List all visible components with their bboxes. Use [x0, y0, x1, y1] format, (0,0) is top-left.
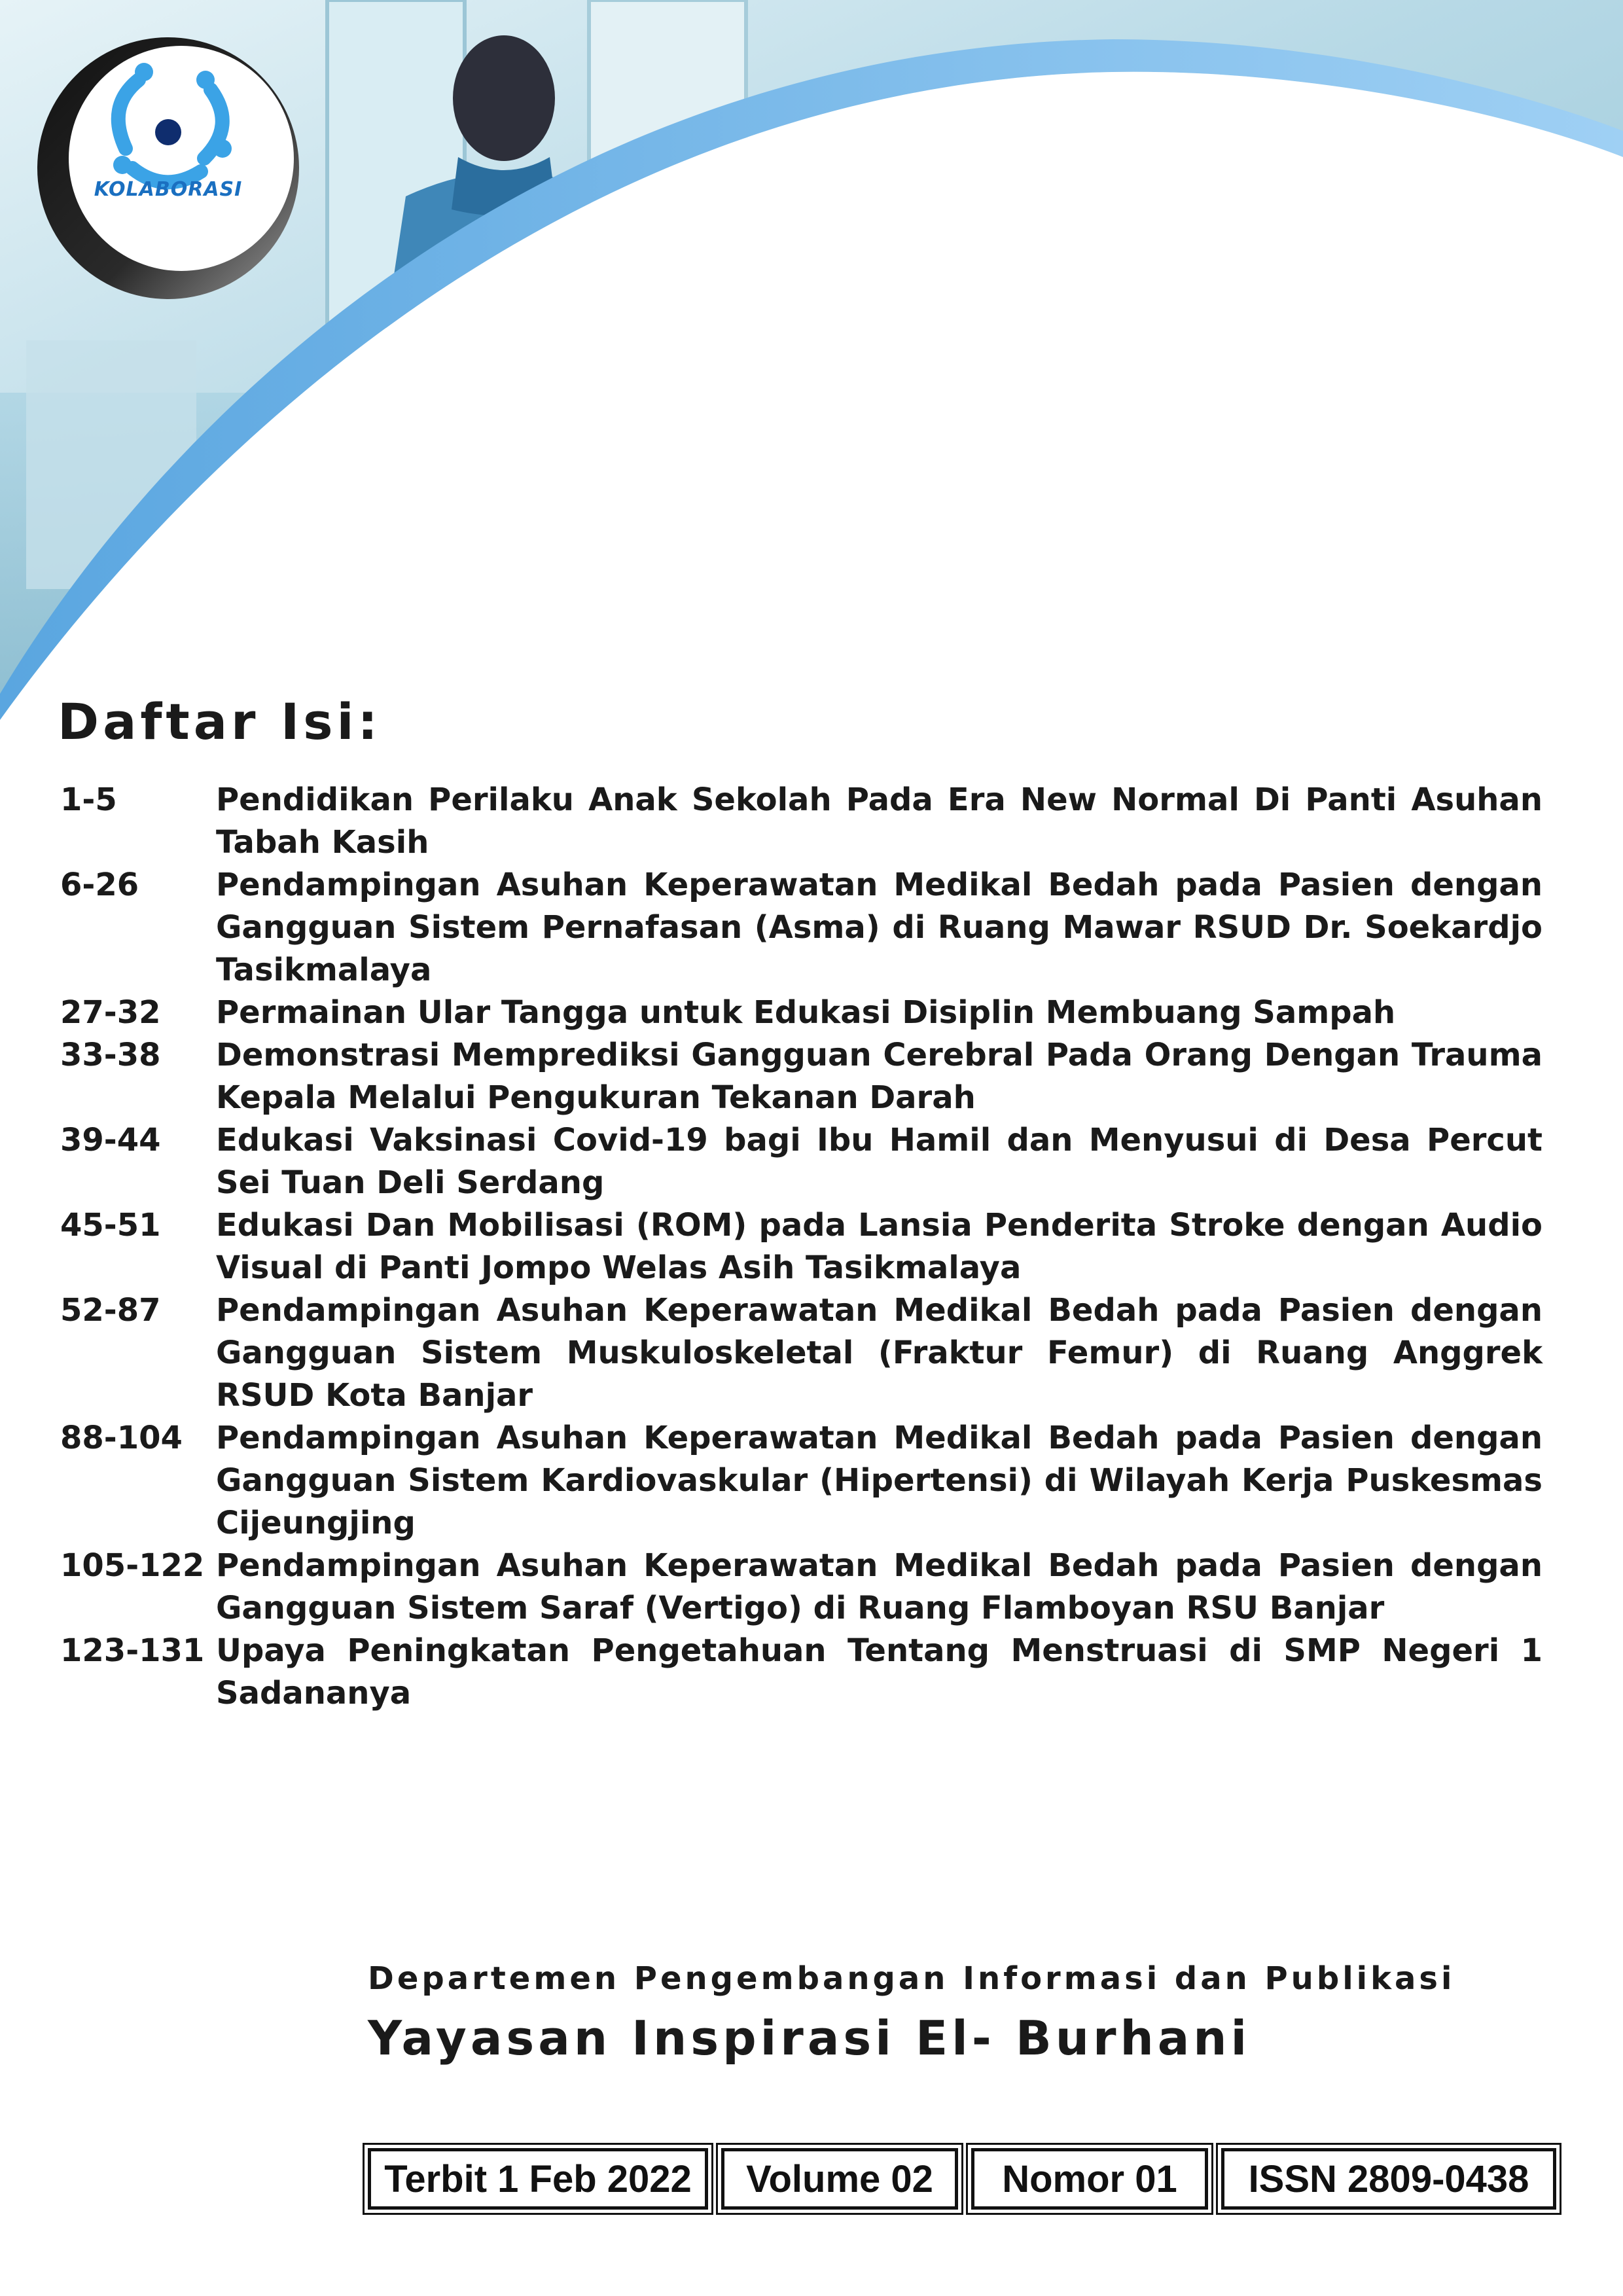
toc-item: [60, 1630, 1543, 1715]
toc-item: [60, 1034, 1543, 1119]
number-box: Nomor 01: [971, 2148, 1208, 2210]
toc-item-title: Permainan Ular Tangga untuk Edukasi Disiplin Membuang Sampah: [216, 994, 1396, 1031]
toc-item-pages: 39-44: [60, 1122, 161, 1158]
logo-text: KOLABORASI: [94, 178, 243, 201]
toc-item: [60, 1289, 1543, 1417]
toc-item: [60, 1119, 1543, 1204]
toc-item: [60, 1417, 1543, 1545]
publisher-block: [368, 1956, 1546, 2072]
toc-item-pages: 1-5: [60, 781, 117, 818]
issn-box: ISSN 2809-0438: [1221, 2148, 1556, 2210]
toc-item-pages: 6-26: [60, 867, 139, 903]
publisher-name: Yayasan Inspirasi El- Burhani: [368, 2011, 1251, 2066]
toc-item: [60, 992, 1543, 1034]
toc-list: [60, 779, 1543, 1715]
publisher-department: Departemen Pengembangan Informasi dan Publikasi: [368, 1960, 1455, 1997]
toc-item-pages: 88-104: [60, 1420, 183, 1456]
toc-item-title: Edukasi Vaksinasi Covid-19 bagi Ibu Hamil dan Menyusui di Desa Percut Sei Tuan Deli Serdang: [216, 1122, 1543, 1201]
volume-box: Volume 02: [721, 2148, 958, 2210]
toc-item-title: Pendampingan Asuhan Keperawatan Medikal Bedah pada Pasien dengan Gangguan Sistem Muskuloskeletal (Fraktur Femur) di Ruang Anggrek RSUD Kota Banjar: [216, 1292, 1543, 1414]
toc-item-pages: 45-51: [60, 1207, 161, 1244]
toc-item-pages: 33-38: [60, 1037, 161, 1073]
toc-item-title: Edukasi Dan Mobilisasi (ROM) pada Lansia Penderita Stroke dengan Audio Visual di Panti Jompo Welas Asih Tasikmalaya: [216, 1207, 1543, 1286]
toc-item-title: Pendampingan Asuhan Keperawatan Medikal Bedah pada Pasien dengan Gangguan Sistem Saraf (Vertigo) di Ruang Flamboyan RSU Banjar: [216, 1547, 1543, 1626]
toc-heading: Daftar Isi:: [58, 692, 382, 751]
toc-item: [60, 864, 1543, 992]
toc-item-pages: 27-32: [60, 994, 161, 1031]
kolaborasi-logo: [34, 34, 302, 302]
toc-item: [60, 1545, 1543, 1630]
published-date-box: Terbit 1 Feb 2022: [368, 2148, 708, 2210]
people-circle-logo-icon: [34, 34, 302, 302]
toc-item-pages: 105-122: [60, 1547, 205, 1584]
toc-item-title: Upaya Peningkatan Pengetahuan Tentang Menstruasi di SMP Negeri 1 Sadananya: [216, 1632, 1543, 1712]
toc-item-title: Pendampingan Asuhan Keperawatan Medikal Bedah pada Pasien dengan Gangguan Sistem Kardiovaskular (Hipertensi) di Wilayah Kerja Puskesmas Cijeungjing: [216, 1420, 1543, 1541]
toc-item: [60, 779, 1543, 864]
toc-item-title: Demonstrasi Memprediksi Gangguan Cerebral Pada Orang Dengan Trauma Kepala Melalui Pengukuran Tekanan Darah: [216, 1037, 1543, 1116]
toc-item-pages: 52-87: [60, 1292, 161, 1329]
toc-item-title: Pendidikan Perilaku Anak Sekolah Pada Era New Normal Di Panti Asuhan Tabah Kasih: [216, 781, 1543, 861]
toc-item-pages: 123-131: [60, 1632, 205, 1669]
toc-item-title: Pendampingan Asuhan Keperawatan Medikal Bedah pada Pasien dengan Gangguan Sistem Pernafasan (Asma) di Ruang Mawar RSUD Dr. Soekardjo Tasikmalaya: [216, 867, 1543, 988]
toc-item: [60, 1204, 1543, 1289]
